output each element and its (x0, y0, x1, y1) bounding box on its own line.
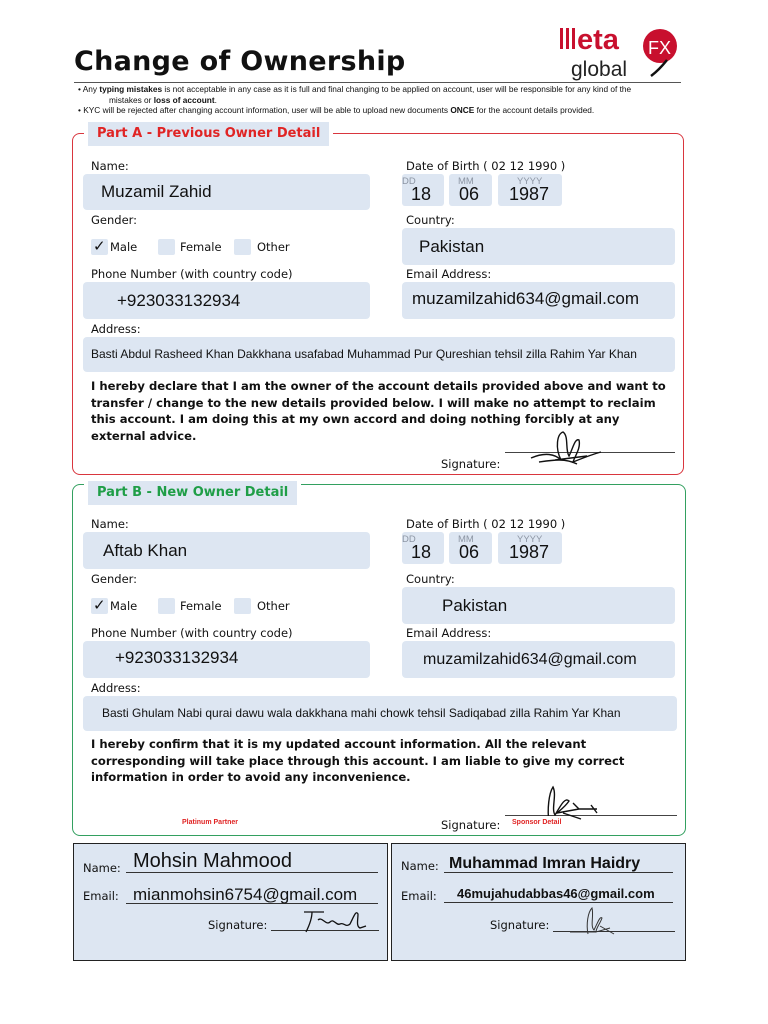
header-rule (74, 82, 681, 83)
part-a-country-field[interactable]: Pakistan (402, 228, 675, 265)
part-b-address-field[interactable]: Basti Ghulam Nabi qurai dawu wala dakkhana mahi chowk tehsil Sadiqabad zilla Rahim Yar Khan (83, 696, 677, 731)
partner-tag: Platinum Partner (178, 816, 242, 830)
part-a-email-field[interactable]: muzamilzahid634@gmail.com (402, 282, 675, 319)
signature-scribble (525, 430, 605, 470)
partner-email-value[interactable]: mianmohsin6754@gmail.com (133, 885, 358, 904)
dob-yyyy-cell[interactable]: YYYY 1987 (498, 174, 562, 206)
male-label: Male (110, 599, 138, 613)
part-a-name-field[interactable]: Muzamil Zahid (83, 174, 370, 210)
logo-sub-text: global (571, 58, 628, 81)
part-a-declaration: I hereby declare that I am the owner of the account details provided above and want to transfer / change to the new details provided below. I will make no attempt to reclaim this account. I am doing this at my own accord and doing nothing forcibly at any external advice. (91, 379, 666, 443)
notes: • Any typing mistakes is not acceptable in any case as it is full and final changing to be applied on account, user will be responsible for any kind of the mistakes or loss of account. • KYC will be rejected after changing account information, user will be able to upload new documents ONCE for the account details provided. (78, 84, 632, 115)
part-a-phone-field[interactable]: +923033132934 (83, 282, 370, 319)
email-label: Email Address: (406, 267, 492, 281)
dob-yyyy-cell[interactable]: YYYY 1987 (498, 532, 562, 564)
check-icon: ✓ (93, 596, 106, 614)
part-b-email-field[interactable]: muzamilzahid634@gmail.com (402, 641, 675, 678)
partner-name-value[interactable]: Mohsin Mahmood (133, 850, 292, 872)
dob-dd-cell[interactable]: DD 18 (402, 532, 444, 564)
part-a-address-field[interactable]: Basti Abdul Rasheed Khan Dakkhana usafabad Muhammad Pur Qureshian tehsil zilla Rahim Yar Khan (83, 337, 675, 372)
female-checkbox[interactable] (158, 239, 175, 255)
company-logo (555, 24, 685, 84)
page-title: Change of Ownership (74, 46, 406, 77)
male-checkbox[interactable] (91, 598, 108, 614)
address-label: Address: (91, 681, 141, 695)
partner-name-label: Name: (83, 861, 121, 875)
gender-label: Gender: (91, 213, 138, 227)
sponsor-tag: Sponsor Detail (508, 816, 565, 830)
part-a-section (72, 126, 684, 475)
part-b-phone-field[interactable]: +923033132934 (83, 641, 370, 678)
partner-signature-label: Signature: (208, 918, 268, 932)
name-label: Name: (91, 517, 129, 531)
other-checkbox[interactable] (234, 598, 251, 614)
other-checkbox[interactable] (234, 239, 251, 255)
part-a-dob-field[interactable] (402, 174, 564, 206)
part-b-declaration: I hereby confirm that it is my updated account information. All the relevant corresponding will take place through this account. I am liable to give my correct information in order to avoid any inconvenience. (91, 737, 625, 784)
part-b-name-field[interactable]: Aftab Khan (83, 532, 370, 569)
gender-label: Gender: (91, 572, 138, 586)
sponsor-signature-label: Signature: (490, 918, 550, 932)
sponsor-email-value[interactable]: 46mujahudabbas46@gmail.com (457, 886, 655, 901)
part-b-dob-field[interactable] (402, 532, 564, 564)
address-label: Address: (91, 322, 141, 336)
logo-main-text: eta (577, 24, 619, 56)
phone-label: Phone Number (with country code) (91, 626, 293, 640)
other-label: Other (257, 599, 290, 613)
logo-fx-text: FX (648, 38, 672, 58)
sponsor-email-line (444, 902, 673, 903)
sponsor-email-label: Email: (401, 889, 437, 903)
dob-label: Date of Birth ( 02 12 1990 ) (406, 159, 566, 173)
part-a-legend: Part A - Previous Owner Detail (84, 118, 333, 150)
partner-box (73, 843, 388, 961)
male-label: Male (110, 240, 138, 254)
dob-mm-cell[interactable]: MM 06 (449, 174, 492, 206)
signature-label: Signature: (441, 818, 501, 832)
female-label: Female (180, 240, 222, 254)
sponsor-box (391, 843, 686, 961)
female-label: Female (180, 599, 222, 613)
sponsor-name-value[interactable]: Muhammad Imran Haidry (449, 855, 641, 872)
email-label: Email Address: (406, 626, 492, 640)
part-b-section (72, 484, 686, 836)
check-icon: ✓ (93, 237, 106, 255)
dob-mm-cell[interactable]: MM 06 (449, 532, 492, 564)
signature-scribble (300, 906, 370, 936)
partner-email-label: Email: (83, 889, 119, 903)
country-label: Country: (406, 572, 455, 586)
sponsor-name-label: Name: (401, 859, 439, 873)
part-b-country-field[interactable]: Pakistan (402, 587, 675, 624)
signature-scribble (566, 904, 626, 938)
female-checkbox[interactable] (158, 598, 175, 614)
signature-label: Signature: (441, 457, 501, 471)
phone-label: Phone Number (with country code) (91, 267, 293, 281)
part-b-legend: Part B - New Owner Detail (84, 477, 301, 509)
name-label: Name: (91, 159, 129, 173)
dob-label: Date of Birth ( 02 12 1990 ) (406, 517, 566, 531)
country-label: Country: (406, 213, 455, 227)
other-label: Other (257, 240, 290, 254)
male-checkbox[interactable] (91, 239, 108, 255)
dob-dd-cell[interactable]: DD 18 (402, 174, 444, 206)
